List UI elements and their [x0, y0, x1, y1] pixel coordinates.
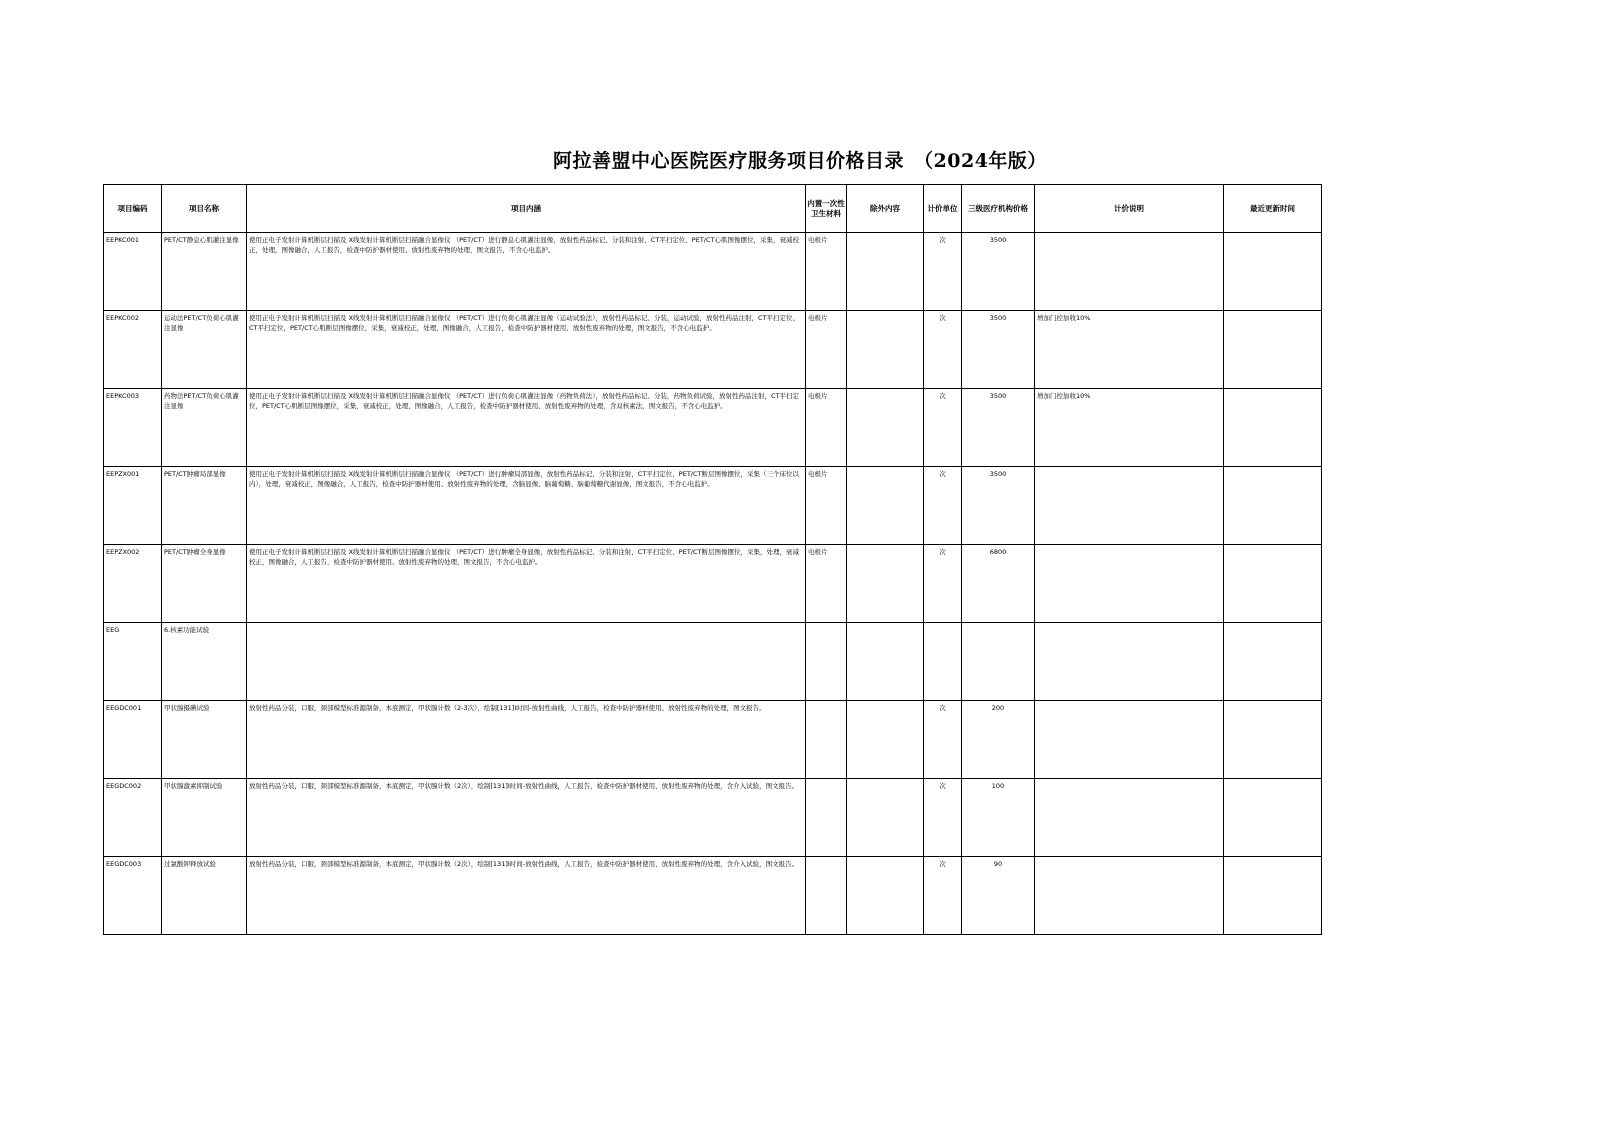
cell-code-text: EEGDC002: [106, 782, 142, 790]
cell-content: [247, 233, 806, 311]
cell-excluded: [847, 545, 924, 623]
cell-updated: [1224, 233, 1322, 311]
cell-updated-text: [1224, 857, 1321, 859]
cell-name-text: PET/CT静息心肌灌注显像: [164, 236, 239, 244]
cell-material: [806, 701, 847, 779]
cell-note-text: [1035, 623, 1223, 625]
cell-content: [247, 467, 806, 545]
cell-code-text: EEPKC003: [106, 392, 139, 400]
cell-content-text: 使用正电子发射计算机断层扫描及 X线发射计算机断层扫描融合显像仪 （PET/CT）进行静息心肌灌注显像，放射性药品标记、分装和注射，CT平扫定位、PET/CT心肌图像摆位，采集，衰减校正，处理，图像融合，人工报告，检查中防护器材使用、放射性废弃物的处理，图文报告，不含心电监护。: [249, 236, 799, 254]
cell-code-text: EEPKC002: [106, 314, 139, 322]
cell-price-text: 3500: [989, 314, 1007, 322]
cell-code-text: EEG: [106, 626, 120, 634]
cell-material-text: [806, 701, 846, 703]
cell-material-text: 电极片: [808, 314, 828, 322]
cell-name: [162, 233, 247, 311]
cell-excluded-text: [847, 467, 923, 469]
cell-code-text: EEPKC001: [106, 236, 139, 244]
cell-updated-text: [1224, 779, 1321, 781]
cell-note-text: [1035, 545, 1223, 547]
cell-name: [162, 311, 247, 389]
cell-code-text: EEGDC001: [106, 704, 142, 712]
table-row: [104, 701, 1322, 779]
cell-unit-text: 次: [939, 392, 946, 400]
cell-updated-text: [1224, 623, 1321, 625]
cell-unit-text: 次: [939, 548, 946, 556]
table-row: [104, 467, 1322, 545]
cell-content: [247, 701, 806, 779]
cell-excluded-text: [847, 311, 923, 313]
cell-price: [962, 467, 1035, 545]
cell-material-text: 电极片: [808, 236, 828, 244]
cell-updated-text: [1224, 233, 1321, 235]
header-updated: 最近更新时间: [1224, 185, 1322, 233]
cell-material-text: 电极片: [808, 470, 828, 478]
cell-updated-text: [1224, 701, 1321, 703]
cell-note-text: [1035, 701, 1223, 703]
cell-unit-text: 次: [939, 236, 946, 244]
cell-name-text: 甲状腺激素抑制试验: [164, 782, 223, 790]
cell-material: [806, 545, 847, 623]
cell-note-text: [1035, 857, 1223, 859]
cell-name-text: PET/CT肿瘤局部显像: [164, 470, 226, 478]
cell-excluded-text: [847, 389, 923, 391]
cell-name-text: 甲状腺摄碘试验: [164, 704, 210, 712]
table-header-row: [104, 185, 1322, 233]
cell-code-text: EEGDC003: [106, 860, 142, 868]
cell-material: [806, 467, 847, 545]
cell-content: [247, 779, 806, 857]
cell-name-text: 过氯酸钾释放试验: [164, 860, 216, 868]
cell-unit: [924, 311, 962, 389]
header-content: 项目内涵: [247, 185, 806, 233]
cell-code: [104, 545, 162, 623]
cell-excluded-text: [847, 701, 923, 703]
cell-code: [104, 857, 162, 935]
cell-unit-text: [924, 623, 961, 625]
cell-unit: [924, 623, 962, 701]
cell-name: [162, 389, 247, 467]
cell-code: [104, 233, 162, 311]
cell-code: [104, 311, 162, 389]
cell-price: [962, 389, 1035, 467]
cell-material: [806, 857, 847, 935]
cell-note-text: 增加门控加收10%: [1037, 392, 1091, 400]
cell-excluded: [847, 389, 924, 467]
cell-content: [247, 389, 806, 467]
cell-updated-text: [1224, 389, 1321, 391]
cell-unit-text: 次: [939, 782, 946, 790]
document-title: 阿拉善盟中心医院医疗服务项目价格目录 （2024年版）: [553, 150, 1047, 172]
cell-price-text: 3500: [989, 236, 1007, 244]
cell-updated: [1224, 467, 1322, 545]
cell-unit: [924, 857, 962, 935]
header-unit: 计价单位: [924, 185, 962, 233]
cell-excluded: [847, 857, 924, 935]
cell-unit: [924, 779, 962, 857]
cell-name: [162, 545, 247, 623]
cell-code: [104, 467, 162, 545]
cell-material-text: [806, 779, 846, 781]
cell-material-text: [806, 623, 846, 625]
cell-material: [806, 233, 847, 311]
cell-code: [104, 389, 162, 467]
cell-content-text: 放射性药品分装，口服，颈部模型标准源制备，本底测定，甲状腺计数（2次），绘制[131]I时间-放射性曲线，人工报告，检查中防护器材使用、放射性废弃物的处理，含介入试验，图文报告。: [249, 782, 799, 790]
cell-content: [247, 857, 806, 935]
cell-code: [104, 701, 162, 779]
cell-unit-text: 次: [939, 470, 946, 478]
cell-excluded-text: [847, 233, 923, 235]
cell-note: [1035, 779, 1224, 857]
cell-updated: [1224, 779, 1322, 857]
cell-code-text: EEPZX002: [106, 548, 140, 556]
cell-material-text: 电极片: [808, 392, 828, 400]
cell-price-text: 6800: [989, 548, 1007, 556]
cell-price: [962, 779, 1035, 857]
header-name: 项目名称: [162, 185, 247, 233]
cell-price: [962, 857, 1035, 935]
cell-code: [104, 779, 162, 857]
cell-note: [1035, 311, 1224, 389]
table-row: [104, 389, 1322, 467]
cell-excluded: [847, 779, 924, 857]
header-note: 计价说明: [1035, 185, 1224, 233]
cell-excluded-text: [847, 779, 923, 781]
cell-unit-text: 次: [939, 704, 946, 712]
cell-material-text: [806, 857, 846, 859]
cell-excluded: [847, 233, 924, 311]
cell-name-text: PET/CT肿瘤全身显像: [164, 548, 226, 556]
cell-name-text: 药物法PET/CT负荷心肌灌注显像: [164, 392, 239, 410]
cell-price: [962, 545, 1035, 623]
cell-price-text: 3500: [989, 470, 1007, 478]
cell-content: [247, 545, 806, 623]
header-excluded: 除外内容: [847, 185, 924, 233]
table-row: [104, 623, 1322, 701]
cell-excluded: [847, 701, 924, 779]
cell-unit: [924, 701, 962, 779]
cell-note: [1035, 545, 1224, 623]
cell-excluded: [847, 311, 924, 389]
header-material: 内置一次性卫生材料: [806, 185, 847, 233]
cell-unit-text: 次: [939, 860, 946, 868]
cell-content-text: [247, 623, 805, 625]
cell-note-text: [1035, 779, 1223, 781]
cell-code: [104, 623, 162, 701]
cell-name: [162, 857, 247, 935]
cell-name-text: 6.核素功能试验: [164, 626, 210, 634]
cell-code-text: EEPZX001: [106, 470, 140, 478]
cell-name-text: 运动法PET/CT负荷心肌灌注显像: [164, 314, 239, 332]
cell-price: [962, 233, 1035, 311]
cell-content-text: 使用正电子发射计算机断层扫描及 X线发射计算机断层扫描融合显像仪 （PET/CT）进行肿瘤全身显像，放射性药品标记、分装和注射，CT平扫定位、PET/CT断层图像摆位，采集，处理，衰减校正，图像融合，人工报告，检查中防护器材使用、放射性废弃物的处理，图文报告，不含心电监护。: [249, 548, 799, 566]
cell-updated: [1224, 311, 1322, 389]
header-code: 项目编码: [104, 185, 162, 233]
cell-excluded-text: [847, 857, 923, 859]
cell-material: [806, 311, 847, 389]
cell-price: [962, 623, 1035, 701]
cell-name: [162, 467, 247, 545]
cell-content: [247, 311, 806, 389]
cell-price: [962, 701, 1035, 779]
cell-name: [162, 623, 247, 701]
cell-unit: [924, 545, 962, 623]
cell-excluded-text: [847, 545, 923, 547]
cell-name: [162, 701, 247, 779]
cell-price-text: 3500: [989, 392, 1007, 400]
cell-updated: [1224, 623, 1322, 701]
cell-material-text: 电极片: [808, 548, 828, 556]
cell-unit: [924, 389, 962, 467]
cell-updated-text: [1224, 467, 1321, 469]
cell-excluded: [847, 467, 924, 545]
cell-content: [247, 623, 806, 701]
cell-note: [1035, 233, 1224, 311]
cell-unit: [924, 467, 962, 545]
cell-price: [962, 311, 1035, 389]
cell-note: [1035, 857, 1224, 935]
cell-material: [806, 389, 847, 467]
cell-updated: [1224, 857, 1322, 935]
header-price: 三级医疗机构价格: [962, 185, 1035, 233]
cell-excluded-text: [847, 623, 923, 625]
cell-note: [1035, 623, 1224, 701]
cell-material: [806, 779, 847, 857]
cell-excluded: [847, 623, 924, 701]
cell-updated-text: [1224, 545, 1321, 547]
cell-unit-text: 次: [939, 314, 946, 322]
cell-material: [806, 623, 847, 701]
cell-name: [162, 779, 247, 857]
table-row: [104, 857, 1322, 935]
cell-price-text: 90: [993, 860, 1003, 868]
cell-content-text: 使用正电子发射计算机断层扫描及 X线发射计算机断层扫描融合显像仪 （PET/CT）进行肿瘤局部显像，放射性药品标记，分装和注射，CT平扫定位、PET/CT断层图像摆位，采集（三个床位以内），处理，衰减校正，图像融合，人工报告，检查中防护器材使用、放射性废弃物的处理，含脑显像、脑葡萄糖、脑葡萄糖代谢显像，图文报告，不含心电监护。: [249, 470, 799, 488]
cell-note-text: 增加门控加收10%: [1037, 314, 1091, 322]
cell-updated-text: [1224, 311, 1321, 313]
table-row: [104, 311, 1322, 389]
price-table: [103, 184, 1322, 935]
cell-content-text: 使用正电子发射计算机断层扫描及 X线发射计算机断层扫描融合显像仪 （PET/CT）进行负荷心肌灌注显像（药物负荷法），放射性药品标记、分装，药物负荷试验，放射性药品注射，CT平扫定位，PET/CT心肌断层图像摆位，采集，衰减校正，处理，图像融合，人工报告，检查中防护器材使用、放射性废弃物的处理，含双核素法，图文报告，不含心电监护。: [249, 392, 800, 410]
cell-note-text: [1035, 467, 1223, 469]
cell-updated: [1224, 701, 1322, 779]
cell-price-text: 200: [991, 704, 1005, 712]
cell-content-text: 放射性药品分装，口服，颈部模型标准源制备，本底测定，甲状腺计数（2-3次），绘制[131]I时间-放射性曲线，人工报告，检查中防护器材使用、放射性废弃物的处理，图文报告。: [249, 704, 766, 712]
cell-content-text: 放射性药品分装，口服，颈部模型标准源制备，本底测定，甲状腺计数（2次），绘制[131]I时间-放射性曲线，人工报告，检查中防护器材使用、放射性废弃物的处理，含介入试验，图文报告。: [249, 860, 799, 868]
cell-unit: [924, 233, 962, 311]
cell-note: [1035, 467, 1224, 545]
cell-updated: [1224, 389, 1322, 467]
cell-note: [1035, 389, 1224, 467]
table-row: [104, 233, 1322, 311]
table-row: [104, 779, 1322, 857]
cell-updated: [1224, 545, 1322, 623]
table-row: [104, 545, 1322, 623]
cell-price-text: 100: [991, 782, 1005, 790]
cell-price-text: [962, 623, 1034, 625]
cell-note-text: [1035, 233, 1223, 235]
cell-note: [1035, 701, 1224, 779]
cell-content-text: 使用正电子发射计算机断层扫描及 X线发射计算机断层扫描融合显像仪 （PET/CT）进行负荷心肌灌注显像（运动试验法），放射性药品标记、分装，运动试验，放射性药品注射，CT平扫定位、CT平扫定位，PET/CT心肌断层图像摆位，采集，衰减校正，处理，图像融合，人工报告，检查中防护器材使用、放射性废弃物的处理，图文报告，不含心电监护。: [249, 314, 800, 332]
